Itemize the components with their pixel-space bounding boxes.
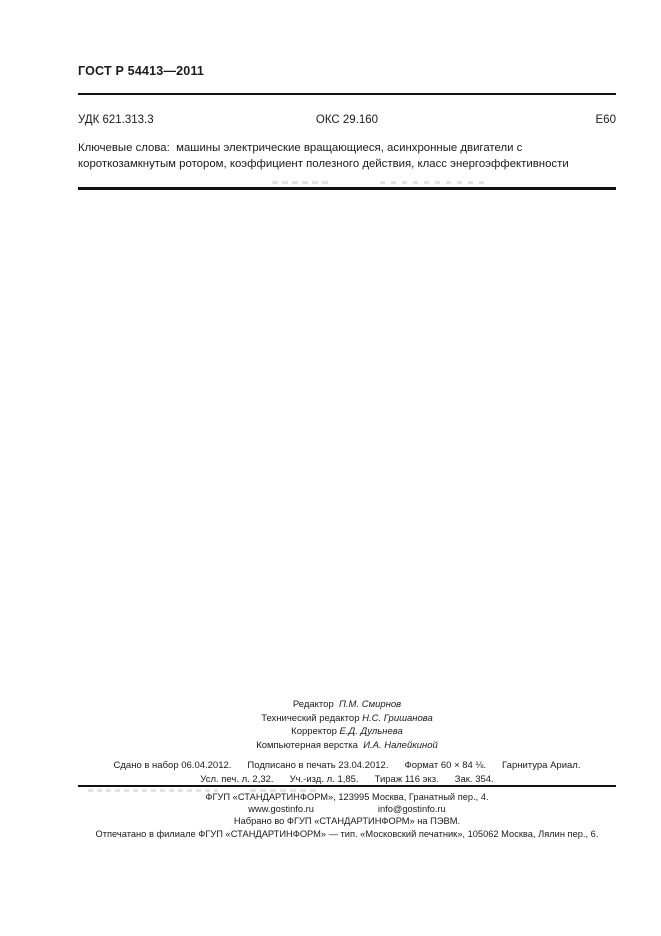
typeface: Гарнитура Ариал.: [502, 760, 581, 771]
classification-row: [78, 114, 616, 126]
print-run: Тираж 116 экз.: [374, 774, 439, 785]
staff-role: Компьютерная верстка: [256, 739, 358, 751]
staff-row-editor: [78, 698, 616, 712]
editorial-staff-block: [78, 698, 616, 752]
staff-role: Корректор: [291, 726, 337, 738]
publisher-email: info@gostinfo.ru: [377, 804, 446, 815]
keywords-paragraph: Ключевые слова: машины электрические вращающиеся, асинхронные двигатели с короткозамкнутым ротором, коэффициент полезного действия, класс энергоэффективности: [78, 142, 569, 170]
staff-name: Е.Д. Дульнева: [339, 726, 403, 738]
udk-code: УДК 621.313.3: [78, 114, 154, 126]
staff-row-technical-editor: [78, 712, 616, 726]
scan-artifact: [272, 181, 332, 184]
print-date: Подписано в печать 23.04.2012.: [247, 760, 389, 771]
staff-role: Редактор: [292, 699, 334, 710]
imprint-line-1: [78, 759, 616, 773]
imprint-divider: [78, 785, 616, 787]
publisher-sheets: Уч.-изд. л. 1,85.: [289, 774, 359, 785]
staff-row-layout: [78, 739, 616, 753]
typeset-location-line: Набрано во ФГУП «СТАНДАРТИНФОРМ» на ПЭВМ.: [233, 816, 461, 827]
staff-name: Н.С. Гришанова: [362, 712, 433, 724]
scan-artifact: [380, 181, 490, 184]
publisher-address-line: ФГУП «СТАНДАРТИНФОРМ», 123995 Москва, Гранатный пер., 4.: [205, 792, 489, 802]
paper-format: Формат 60 × 84 ⅛.: [404, 760, 487, 771]
staff-name: П.М. Смирнов: [339, 699, 402, 710]
staff-role: Технический редактор: [261, 712, 360, 724]
keywords-divider: [78, 187, 616, 190]
staff-row-corrector: [78, 725, 616, 739]
oks-code: ОКС 29.160: [315, 114, 379, 126]
publisher-contacts-line: [78, 803, 616, 815]
imprint-block: [78, 759, 616, 787]
header-divider: [78, 93, 616, 95]
printed-sheets: Усл. печ. л. 2,32.: [200, 774, 274, 785]
staff-name: И.А. Налейкиной: [363, 739, 438, 751]
publisher-block: [78, 791, 616, 840]
order-number: Зак. 354.: [454, 774, 494, 785]
printing-house-line: Отпечатано в филиале ФГУП «СТАНДАРТИНФОРМ» — тип. «Московский печатник», 105062 Москва, Лялин пер., 6.: [95, 828, 599, 839]
category-code: Е60: [595, 114, 616, 126]
standard-number-header: ГОСТ Р 54413—2011: [78, 64, 205, 78]
publisher-website: www.gostinfo.ru: [248, 804, 314, 815]
typeset-date: Сдано в набор 06.04.2012.: [113, 760, 232, 771]
